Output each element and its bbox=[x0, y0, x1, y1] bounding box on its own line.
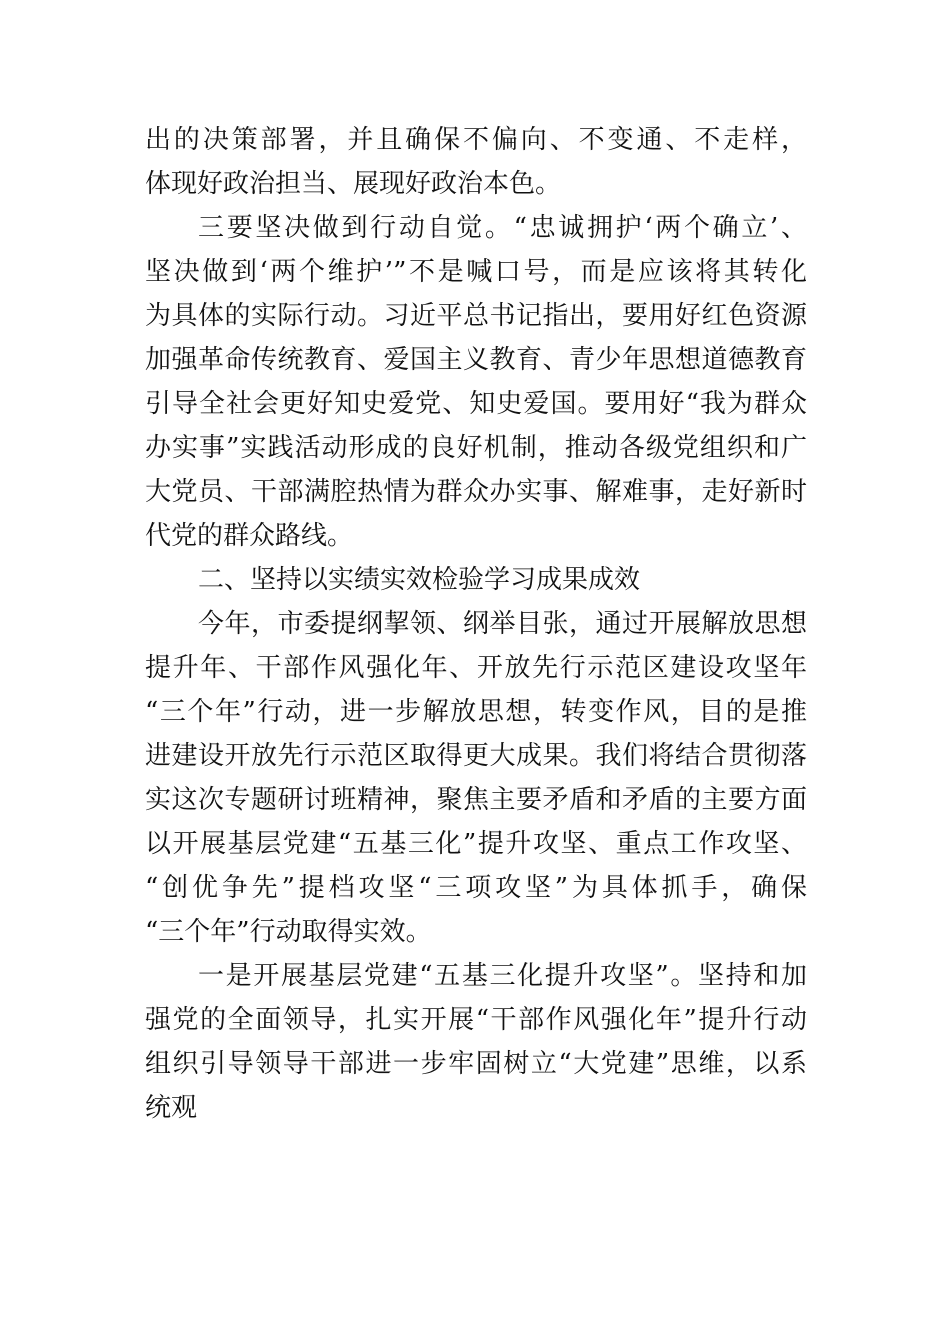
section-heading: 二、坚持以实绩实效检验学习成果成效 bbox=[198, 565, 641, 595]
text-line: 出的决策部署，并且确保不偏向、不变通、不走样， bbox=[145, 125, 807, 155]
text-line: “创优争先”提档攻坚“三项攻坚”为具体抓手，确保 bbox=[145, 873, 807, 903]
text-line: 一是开展基层党建“五基三化提升攻坚”。坚持和加 bbox=[198, 961, 807, 991]
text-line: “三个年”行动取得实效。 bbox=[145, 917, 432, 947]
text-line: 实这次专题研讨班精神，聚焦主要矛盾和矛盾的主要方面 bbox=[145, 785, 807, 815]
text-line: 以开展基层党建“五基三化”提升攻坚、重点工作攻坚、 bbox=[145, 829, 807, 859]
text-line: 加强革命传统教育、爱国主义教育、青少年思想道德教育 bbox=[145, 345, 807, 375]
text-line: 体现好政治担当、展现好政治本色。 bbox=[145, 169, 562, 199]
text-line: 办实事”实践活动形成的良好机制，推动各级党组织和广 bbox=[145, 433, 807, 463]
text-line: 今年，市委提纲挈领、纲举目张，通过开展解放思想 bbox=[198, 609, 807, 639]
text-line: 为具体的实际行动。习近平总书记指出，要用好红色资源 bbox=[145, 301, 807, 331]
text-line: 统观 bbox=[145, 1093, 198, 1123]
text-line: 组织引导领导干部进一步牢固树立“大党建”思维，以系 bbox=[145, 1049, 807, 1079]
text-line: 坚决做到‘两个维护’”不是喊口号，而是应该将其转化 bbox=[145, 257, 807, 287]
text-line: 代党的群众路线。 bbox=[145, 521, 354, 551]
text-line: 大党员、干部满腔热情为群众办实事、解难事，走好新时 bbox=[145, 477, 807, 507]
text-line: 引导全社会更好知史爱党、知史爱国。要用好“我为群众 bbox=[145, 389, 807, 419]
text-line: “三个年”行动，进一步解放思想，转变作风，目的是推 bbox=[145, 697, 807, 727]
text-line: 三要坚决做到行动自觉。“忠诚拥护‘两个确立’、 bbox=[198, 213, 807, 243]
text-line: 提升年、干部作风强化年、开放先行示范区建设攻坚年 bbox=[145, 653, 807, 683]
text-line: 进建设开放先行示范区取得更大成果。我们将结合贯彻落 bbox=[145, 741, 807, 771]
text-line: 强党的全面领导，扎实开展“干部作风强化年”提升行动 bbox=[145, 1005, 807, 1035]
